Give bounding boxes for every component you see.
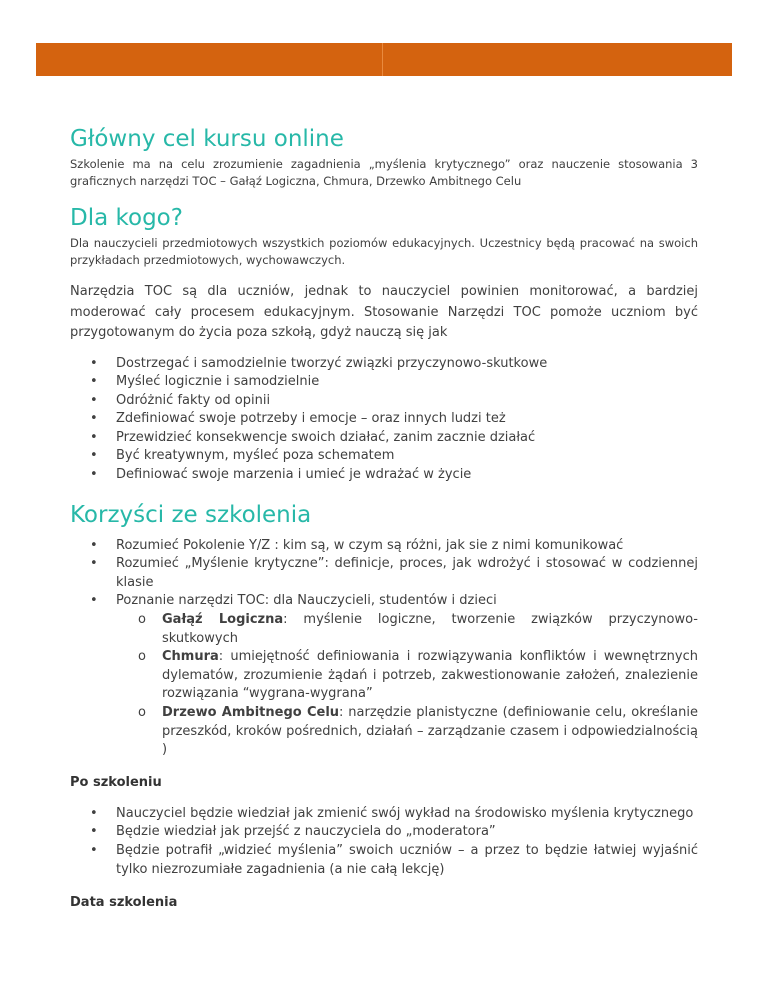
section-heading-goal: Główny cel kursu online xyxy=(70,126,344,152)
list-item: • Będzie wiedział jak przejść z nauczyciela do „moderatora” xyxy=(70,823,698,842)
bullet-icon: • xyxy=(90,537,98,553)
list-item: • Odróżnić fakty od opinii xyxy=(70,392,698,411)
sub-list-item: o Chmura: umiejętność definiowania i rozwiązywania konfliktów i wewnętrznych dylematów, zrozumienie żądań i potrzeb, zakwestionowanie założeń, znalezienie rozwiązania “wygrana-wygrana” xyxy=(138,649,698,702)
document-content xyxy=(70,124,698,912)
banner-divider xyxy=(382,43,383,76)
bullet-icon: • xyxy=(90,448,98,464)
list-item: • Zdefiniować swoje potrzeby i emocje – oraz innych ludzi też xyxy=(70,410,698,429)
goal-text: Szkolenie ma na celu zrozumienie zagadnienia „myślenia krytycznego” oraz nauczenie stosowania 3 graficznych narzędzi TOC – Gałąź Logiczna, Chmura, Drzewko Ambitnego Celu xyxy=(70,157,698,188)
bullet-icon: • xyxy=(90,374,98,390)
list-item: • Dostrzegać i samodzielnie tworzyć związki przyczynowo-skutkowe xyxy=(70,355,698,374)
bullet-icon: • xyxy=(90,805,98,821)
bullet-icon: • xyxy=(90,593,98,609)
bullet-icon: • xyxy=(90,429,98,445)
list-item: • Nauczyciel będzie wiedział jak zmienić swój wykład na środowisko myślenia krytycznego xyxy=(70,805,698,824)
circle-bullet-icon: o xyxy=(138,705,146,720)
header-banner xyxy=(36,43,732,76)
sub-list-item: o Drzewo Ambitnego Celu: narzędzie planistyczne (definiowanie celu, określanie przeszkód, kroków pośrednich, działań – zarządzanie czasem i odpowiedzialnością ) xyxy=(138,705,698,758)
bullet-icon: • xyxy=(90,355,98,371)
bullet-icon: • xyxy=(90,842,98,858)
tools-paragraph: Narzędzia TOC są dla uczniów, jednak to nauczyciel powinien monitorować, a bardziej moderować cały procesem edukacyjnym. Stosowanie Narzędzi TOC pomoże uczniom być przygotowanym do życia poza szkołą, gdyż nauczą się jak xyxy=(70,284,698,340)
bullet-icon: • xyxy=(90,467,98,483)
bullet-icon: • xyxy=(90,556,98,572)
section-heading-date: Data szkolenia xyxy=(70,895,178,911)
circle-bullet-icon: o xyxy=(138,612,146,628)
section-heading-benefits: Korzyści ze szkolenia xyxy=(70,501,312,528)
audience-text: Dla nauczycieli przedmiotowych wszystkich poziomów edukacyjnych. Uczestnicy będą pracować na swoich przykładach przedmiotowych, wychowawczych. xyxy=(70,236,698,267)
skills-list xyxy=(70,355,698,485)
list-item: • Rozumieć „Myślenie krytyczne”: definicje, proces, jak wdrożyć i stosować w codziennej klasie xyxy=(90,556,698,590)
list-item: • Rozumieć Pokolenie Y/Z : kim są, w czym są różni, jak sie z nimi komunikować xyxy=(70,537,698,556)
list-item: • Będzie potrafił „widzieć myślenia” swoich uczniów – a przez to będzie łatwiej wyjaśnić tylko niezrozumiałe zagadnienia (a nie całą lekcję) xyxy=(90,842,698,877)
section-heading-audience: Dla kogo? xyxy=(70,205,183,231)
bullet-icon: • xyxy=(90,824,98,840)
sub-list-item: o Gałąź Logiczna: myślenie logiczne, tworzenie związków przyczynowo-skutkowych xyxy=(138,612,698,646)
bullet-icon: • xyxy=(90,392,98,408)
circle-bullet-icon: o xyxy=(138,649,146,665)
list-item: • Przewidzieć konsekwencje swoich działać, zanim zacznie działać xyxy=(70,429,698,448)
list-item: • Być kreatywnym, myśleć poza schematem xyxy=(70,447,698,466)
list-item: • Definiować swoje marzenia i umieć je wdrażać w życie xyxy=(70,466,698,485)
tools-sublist xyxy=(116,611,698,760)
benefits-list xyxy=(70,537,698,760)
section-heading-after-training: Po szkoleniu xyxy=(70,774,162,790)
list-item: • Myśleć logicznie i samodzielnie xyxy=(70,373,698,392)
after-training-list xyxy=(70,805,698,879)
list-item: • Poznanie narzędzi TOC: dla Nauczycieli, studentów i dzieci o Gałąź Logiczna: myślenie logiczne, tworzenie związków przyczynowo-skutkowych o Chmura: umiejętność definiowania i rozwiązywania konfliktów i wewnętrznych dylematów, zrozumienie żądań i potrzeb, zakwestionowanie założeń, znalezienie rozwiązania “wygrana-wygrana” o Drzewo Ambitnego Celu: narzędzie planistyczne (definiowanie celu, określanie przeszkód, kroków pośrednich, działań – zarządzanie czasem i odpowiedzialnością ) xyxy=(70,592,698,759)
bullet-icon: • xyxy=(90,411,98,427)
